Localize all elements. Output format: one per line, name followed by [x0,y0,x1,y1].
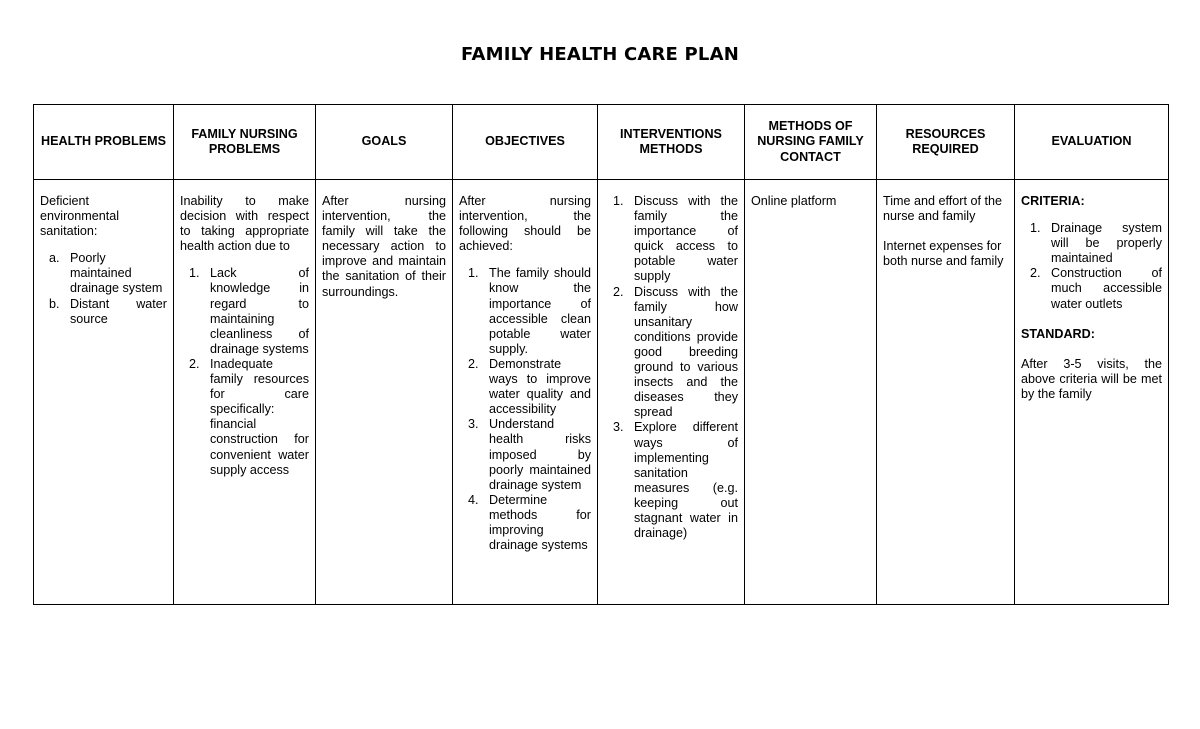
list-item: 2. Inadequate family resources for care specifically: financial construction for convenient water supply access [189,356,309,477]
header-family-nursing-problems: FAMILY NURSING PROBLEMS [174,105,316,180]
cell-family-nursing-problems [174,180,316,605]
header-goals: GOALS [316,105,453,180]
list-item: b. Distant water source [49,296,167,326]
resources-line-2: Internet expenses for both nurse and family [883,239,1004,269]
header-health-problems: HEALTH PROBLEMS [34,105,174,180]
criteria-list [1021,221,1162,312]
table-row [34,180,1169,605]
nursing-problems-list [180,266,309,477]
objectives-intro: After nursing intervention, the following should be achieved: [459,194,591,254]
health-problems-list [40,251,167,326]
list-item: a. Poorly maintained drainage system [49,251,163,296]
standard-text: After 3-5 visits, the above criteria will be met by the family [1021,356,1162,401]
cell-resources [877,180,1015,605]
nursing-problems-intro: Inability to make decision with respect to taking appropriate health action due to [180,194,309,254]
list-item: 1. The family should know the importance of accessible clean potable water supply. [468,266,591,356]
list-item: 2. Demonstrate ways to improve water quality and accessibility [468,356,591,417]
cell-objectives [453,180,598,605]
header-resources-required: RESOURCES REQUIRED [877,105,1015,180]
header-evaluation: EVALUATION [1015,105,1169,180]
cell-health-problems [34,180,174,605]
list-item: 2. Discuss with the family how unsanitary conditions provide good breeding ground to various insects and the diseases they spread [613,284,738,420]
list-item: 3. Explore different ways of implementing sanitation measures (e.g. keeping out stagnant water in drainage) [613,420,738,541]
resources-line-1: Time and effort of the nurse and family [883,194,1003,224]
list-item: 1. Drainage system will be properly maintained [1030,221,1162,266]
header-methods-of-contact: METHODS OF NURSING FAMILY CONTACT [745,105,877,180]
cell-evaluation [1015,180,1169,605]
header-row [34,105,1169,180]
cell-goals [316,180,453,605]
criteria-label: CRITERIA: [1021,194,1085,208]
document-title: FAMILY HEALTH CARE PLAN [461,44,739,65]
header-objectives: OBJECTIVES [453,105,598,180]
objectives-list [459,266,591,553]
list-item: 4. Determine methods for improving drainage systems [468,492,591,553]
contact-method-text: Online platform [751,194,837,208]
list-item: 2. Construction of much accessible water outlets [1030,266,1162,311]
interventions-list [604,194,738,541]
standard-label: STANDARD: [1021,326,1095,341]
header-interventions-methods: INTERVENTIONS METHODS [598,105,745,180]
goals-text: After nursing intervention, the family will take the necessary action to improve and maintain the sanitation of their surroundings. [322,194,446,299]
cell-contact-methods [745,180,877,605]
health-problems-intro: Deficient environmental sanitation: [40,194,120,239]
list-item: 1. Lack of knowledge in regard to maintaining cleanliness of drainage systems [189,266,309,356]
care-plan-table [33,104,1169,605]
list-item: 3. Understand health risks imposed by poorly maintained drainage system [468,417,591,492]
list-item: 1. Discuss with the family the importance of quick access to potable water supply [613,194,738,284]
cell-interventions [598,180,745,605]
